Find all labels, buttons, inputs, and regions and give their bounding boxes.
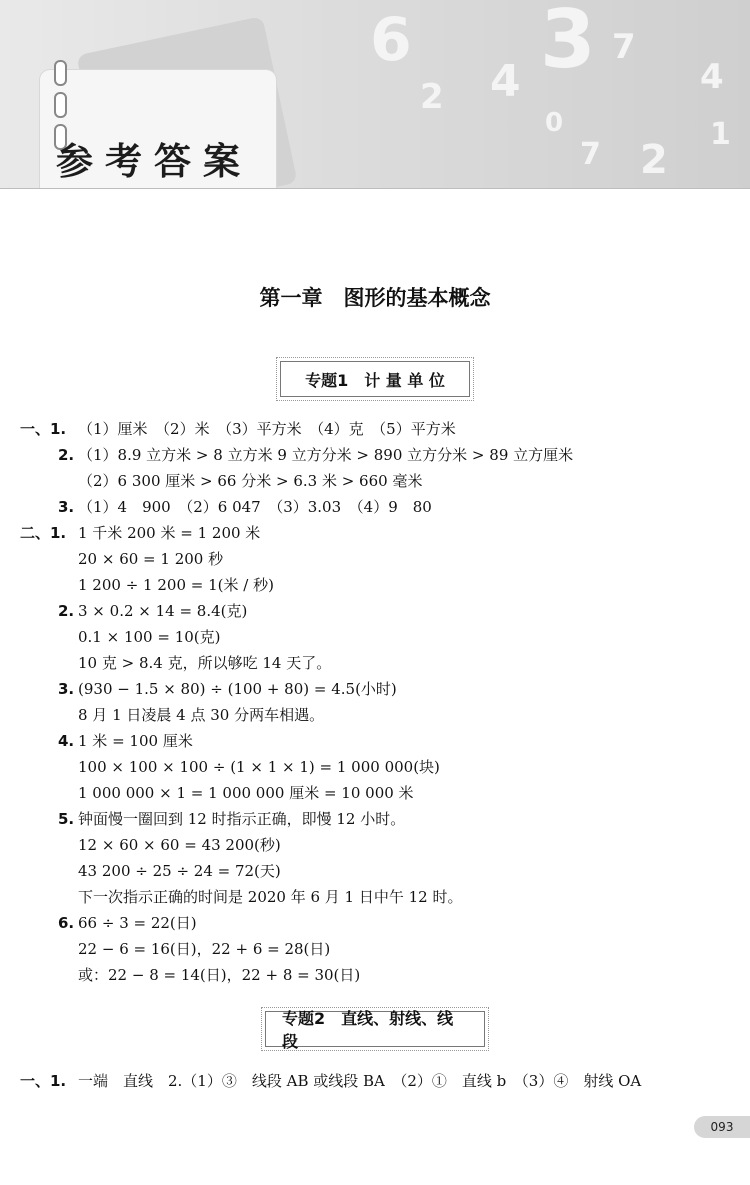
answer-text: (930 − 1.5 × 80) ÷ (100 + 80) = 4.5(小时) xyxy=(78,680,397,698)
answer-text: 或：22 − 8 = 14(日)，22 + 8 = 30(日) xyxy=(78,966,361,984)
answer-text: 10 克 > 8.4 克，所以够吃 14 天了。 xyxy=(78,654,332,672)
answer-text: 66 ÷ 3 = 22(日) xyxy=(78,914,197,932)
item-number: 4. xyxy=(58,732,75,750)
section-number: 一、1. xyxy=(20,1072,67,1090)
answer-text: 1 200 ÷ 1 200 = 1(米 / 秒) xyxy=(78,576,274,594)
answer-text: 1 千米 200 米 = 1 200 米 xyxy=(78,524,261,542)
topic-2-title: 专题2 直线、射线、线段 xyxy=(282,1009,454,1051)
ring-icon xyxy=(54,60,67,86)
section-number: 一、1. xyxy=(20,420,67,438)
topic-1-title: 专题1 计 量 单 位 xyxy=(305,370,445,390)
ring-icon xyxy=(54,92,67,118)
topic-2-heading xyxy=(265,1009,485,1051)
decor-digit: 0 xyxy=(545,108,564,138)
answer-text: （1）4 900 （2）6 047 （3）3.03 （4）9 80 xyxy=(78,498,432,516)
answer-text: 100 × 100 × 100 ÷ (1 × 1 × 1) = 1 000 000(块) xyxy=(78,758,440,776)
decor-digit: 7 xyxy=(612,27,636,67)
header-banner xyxy=(0,0,750,189)
section-number: 二、1. xyxy=(20,524,67,542)
answer-text: 1 000 000 × 1 = 1 000 000 厘米 = 10 000 米 xyxy=(78,784,414,802)
decor-digit: 2 xyxy=(640,137,668,183)
answer-text: （1）厘米 （2）米 （3）平方米 （4）克 （5）平方米 xyxy=(78,420,456,438)
answer-text: （1）8.9 立方米 > 8 立方米 9 立方分米 > 890 立方分米 > 89 立方厘米 xyxy=(78,446,574,464)
answer-text: 1 米 = 100 厘米 xyxy=(78,732,193,750)
page-number: 093 xyxy=(710,1120,734,1134)
item-number: 2. xyxy=(58,602,75,620)
item-number: 2. xyxy=(58,446,75,464)
page-header-title: 参考答案 xyxy=(56,140,252,183)
decor-digit: 1 xyxy=(710,117,731,152)
topic-1-heading xyxy=(280,361,470,397)
decor-digit: 3 xyxy=(540,0,596,86)
answer-text: 下一次指示正确的时间是 2020 年 6 月 1 日中午 12 时。 xyxy=(78,888,463,906)
answer-text: 一端 直线 2.（1）③ 线段 AB 或线段 BA （2）① 直线 b （3）④ 射线 OA xyxy=(78,1072,642,1090)
item-number: 3. xyxy=(58,498,75,516)
item-number: 3. xyxy=(58,680,75,698)
answer-text: 钟面慢一圈回到 12 时指示正确，即慢 12 小时。 xyxy=(78,810,406,828)
item-number: 6. xyxy=(58,914,75,932)
decor-digit: 2 xyxy=(420,77,444,117)
chapter-title: 第一章 图形的基本概念 xyxy=(259,286,491,310)
answer-text: 8 月 1 日凌晨 4 点 30 分两车相遇。 xyxy=(78,706,325,724)
answer-text: 12 × 60 × 60 = 43 200(秒) xyxy=(78,836,281,854)
decor-digit: 6 xyxy=(370,5,412,75)
decor-digit: 4 xyxy=(490,56,521,107)
answer-text: 22 − 6 = 16(日)，22 + 6 = 28(日) xyxy=(78,940,331,958)
decor-digit: 4 xyxy=(700,57,724,97)
page-number-tab xyxy=(694,1116,750,1138)
answer-text: 3 × 0.2 × 14 = 8.4(克) xyxy=(78,602,248,620)
answer-text: （2）6 300 厘米 > 66 分米 > 6.3 米 > 660 毫米 xyxy=(78,472,423,490)
decor-digit: 7 xyxy=(580,137,601,172)
answer-text: 43 200 ÷ 25 ÷ 24 = 72(天) xyxy=(78,862,281,880)
item-number: 5. xyxy=(58,810,75,828)
answer-text: 0.1 × 100 = 10(克) xyxy=(78,628,221,646)
answer-text: 20 × 60 = 1 200 秒 xyxy=(78,550,224,568)
